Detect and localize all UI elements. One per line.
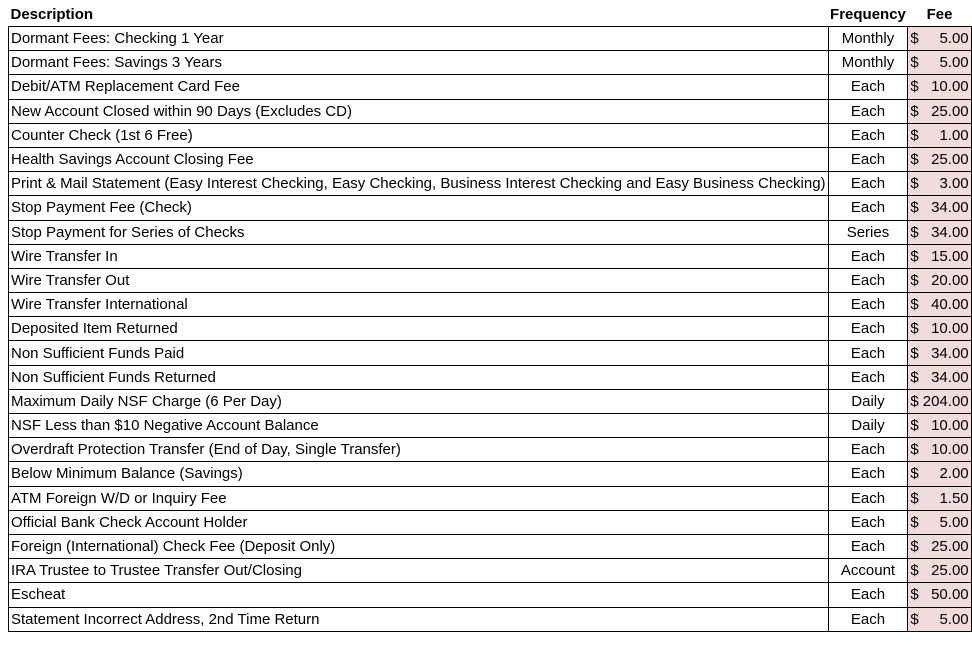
- frequency-cell: Each: [828, 534, 908, 558]
- table-row: [9, 559, 972, 583]
- fee-header: Fee: [926, 6, 953, 23]
- table-row: [9, 51, 972, 75]
- fee-amount-cell: 1.50: [921, 486, 971, 510]
- fee-amount-cell: 15.00: [921, 244, 971, 268]
- currency-cell: $: [908, 244, 921, 268]
- table-row: [9, 196, 972, 220]
- fee-amount-cell: 34.00: [921, 220, 971, 244]
- fee-amount-cell: 34.00: [921, 365, 971, 389]
- description-cell: Statement Incorrect Address, 2nd Time Return: [9, 607, 829, 631]
- frequency-cell: Each: [828, 341, 908, 365]
- fee-amount-cell: 5.00: [921, 607, 971, 631]
- frequency-cell: Monthly: [828, 27, 908, 51]
- fee-amount-cell: 1.00: [921, 123, 971, 147]
- currency-cell: $: [908, 268, 921, 292]
- table-row: [9, 317, 972, 341]
- frequency-cell: Daily: [828, 389, 908, 413]
- fee-amount-cell: 40.00: [921, 293, 971, 317]
- table-row: [9, 123, 972, 147]
- frequency-cell: Each: [828, 244, 908, 268]
- frequency-cell: Each: [828, 607, 908, 631]
- frequency-cell: Account: [828, 559, 908, 583]
- description-cell: Debit/ATM Replacement Card Fee: [9, 75, 829, 99]
- description-cell: Wire Transfer Out: [9, 268, 829, 292]
- description-cell: ATM Foreign W/D or Inquiry Fee: [9, 486, 829, 510]
- currency-cell: $: [908, 147, 921, 171]
- frequency-cell: Each: [828, 268, 908, 292]
- currency-cell: $: [908, 414, 921, 438]
- description-cell: Dormant Fees: Checking 1 Year: [9, 27, 829, 51]
- description-cell: Below Minimum Balance (Savings): [9, 462, 829, 486]
- table-row: [9, 607, 972, 631]
- header-row: [9, 3, 972, 27]
- currency-cell: $: [908, 220, 921, 244]
- currency-cell: $: [908, 365, 921, 389]
- currency-cell: $: [908, 462, 921, 486]
- frequency-cell: Each: [828, 99, 908, 123]
- currency-cell: $: [908, 341, 921, 365]
- description-cell: Print & Mail Statement (Easy Interest Checking, Easy Checking, Business Interest Checking and Easy Business Checking): [9, 172, 829, 196]
- fee-amount-cell: 204.00: [921, 389, 971, 413]
- frequency-cell: Each: [828, 438, 908, 462]
- table-row: [9, 341, 972, 365]
- frequency-cell: Each: [828, 123, 908, 147]
- fee-amount-cell: 25.00: [921, 559, 971, 583]
- fee-schedule-table: [8, 3, 972, 632]
- table-row: [9, 534, 972, 558]
- fee-amount-cell: 3.00: [921, 172, 971, 196]
- table-row: [9, 462, 972, 486]
- description-header: Description: [10, 6, 94, 23]
- fee-amount-cell: 34.00: [921, 341, 971, 365]
- table-row: [9, 172, 972, 196]
- fee-amount-cell: 10.00: [921, 414, 971, 438]
- currency-cell: $: [908, 51, 921, 75]
- currency-cell: $: [908, 389, 921, 413]
- currency-cell: $: [908, 123, 921, 147]
- frequency-cell: Each: [828, 147, 908, 171]
- currency-cell: $: [908, 534, 921, 558]
- frequency-cell: Each: [828, 196, 908, 220]
- table-row: [9, 389, 972, 413]
- fee-amount-cell: 5.00: [921, 27, 971, 51]
- table-row: [9, 99, 972, 123]
- description-cell: Deposited Item Returned: [9, 317, 829, 341]
- description-cell: NSF Less than $10 Negative Account Balance: [9, 414, 829, 438]
- description-cell: Maximum Daily NSF Charge (6 Per Day): [9, 389, 829, 413]
- fee-amount-cell: 25.00: [921, 147, 971, 171]
- fee-amount-cell: 5.00: [921, 510, 971, 534]
- currency-cell: $: [908, 27, 921, 51]
- fee-amount-cell: 2.00: [921, 462, 971, 486]
- currency-cell: $: [908, 486, 921, 510]
- table-row: [9, 268, 972, 292]
- fee-amount-cell: 5.00: [921, 51, 971, 75]
- description-cell: Foreign (International) Check Fee (Deposit Only): [9, 534, 829, 558]
- currency-cell: $: [908, 438, 921, 462]
- frequency-cell: Each: [828, 365, 908, 389]
- table-row: [9, 75, 972, 99]
- currency-cell: $: [908, 196, 921, 220]
- frequency-cell: Daily: [828, 414, 908, 438]
- frequency-cell: Each: [828, 293, 908, 317]
- fee-amount-cell: 34.00: [921, 196, 971, 220]
- table-row: [9, 438, 972, 462]
- table-row: [9, 414, 972, 438]
- description-cell: Health Savings Account Closing Fee: [9, 147, 829, 171]
- currency-cell: $: [908, 293, 921, 317]
- table-row: [9, 583, 972, 607]
- currency-cell: $: [908, 510, 921, 534]
- table-row: [9, 27, 972, 51]
- description-cell: Escheat: [9, 583, 829, 607]
- frequency-cell: Each: [828, 75, 908, 99]
- currency-cell: $: [908, 607, 921, 631]
- fee-amount-cell: 20.00: [921, 268, 971, 292]
- description-cell: Dormant Fees: Savings 3 Years: [9, 51, 829, 75]
- currency-cell: $: [908, 317, 921, 341]
- fee-amount-cell: 25.00: [921, 534, 971, 558]
- fee-amount-cell: 50.00: [921, 583, 971, 607]
- currency-cell: $: [908, 583, 921, 607]
- frequency-cell: Each: [828, 510, 908, 534]
- frequency-cell: Each: [828, 462, 908, 486]
- description-cell: Stop Payment for Series of Checks: [9, 220, 829, 244]
- currency-cell: $: [908, 559, 921, 583]
- description-cell: Wire Transfer In: [9, 244, 829, 268]
- table-row: [9, 365, 972, 389]
- description-cell: Official Bank Check Account Holder: [9, 510, 829, 534]
- frequency-cell: Each: [828, 172, 908, 196]
- frequency-cell: Each: [828, 317, 908, 341]
- description-cell: Overdraft Protection Transfer (End of Day, Single Transfer): [9, 438, 829, 462]
- table-row: [9, 486, 972, 510]
- fee-rows: [9, 27, 972, 632]
- currency-cell: $: [908, 75, 921, 99]
- description-cell: Counter Check (1st 6 Free): [9, 123, 829, 147]
- description-cell: Stop Payment Fee (Check): [9, 196, 829, 220]
- table-row: [9, 510, 972, 534]
- fee-amount-cell: 25.00: [921, 99, 971, 123]
- fee-amount-cell: 10.00: [921, 438, 971, 462]
- description-cell: Non Sufficient Funds Returned: [9, 365, 829, 389]
- fee-amount-cell: 10.00: [921, 75, 971, 99]
- table-row: [9, 147, 972, 171]
- frequency-cell: Series: [828, 220, 908, 244]
- fee-amount-cell: 10.00: [921, 317, 971, 341]
- description-cell: IRA Trustee to Trustee Transfer Out/Closing: [9, 559, 829, 583]
- currency-cell: $: [908, 99, 921, 123]
- table-row: [9, 244, 972, 268]
- description-cell: Wire Transfer International: [9, 293, 829, 317]
- table-row: [9, 293, 972, 317]
- frequency-cell: Each: [828, 583, 908, 607]
- description-cell: Non Sufficient Funds Paid: [9, 341, 829, 365]
- frequency-cell: Each: [828, 486, 908, 510]
- frequency-cell: Monthly: [828, 51, 908, 75]
- table-row: [9, 220, 972, 244]
- currency-cell: $: [908, 172, 921, 196]
- description-cell: New Account Closed within 90 Days (Excludes CD): [9, 99, 829, 123]
- frequency-header: Frequency: [830, 6, 906, 23]
